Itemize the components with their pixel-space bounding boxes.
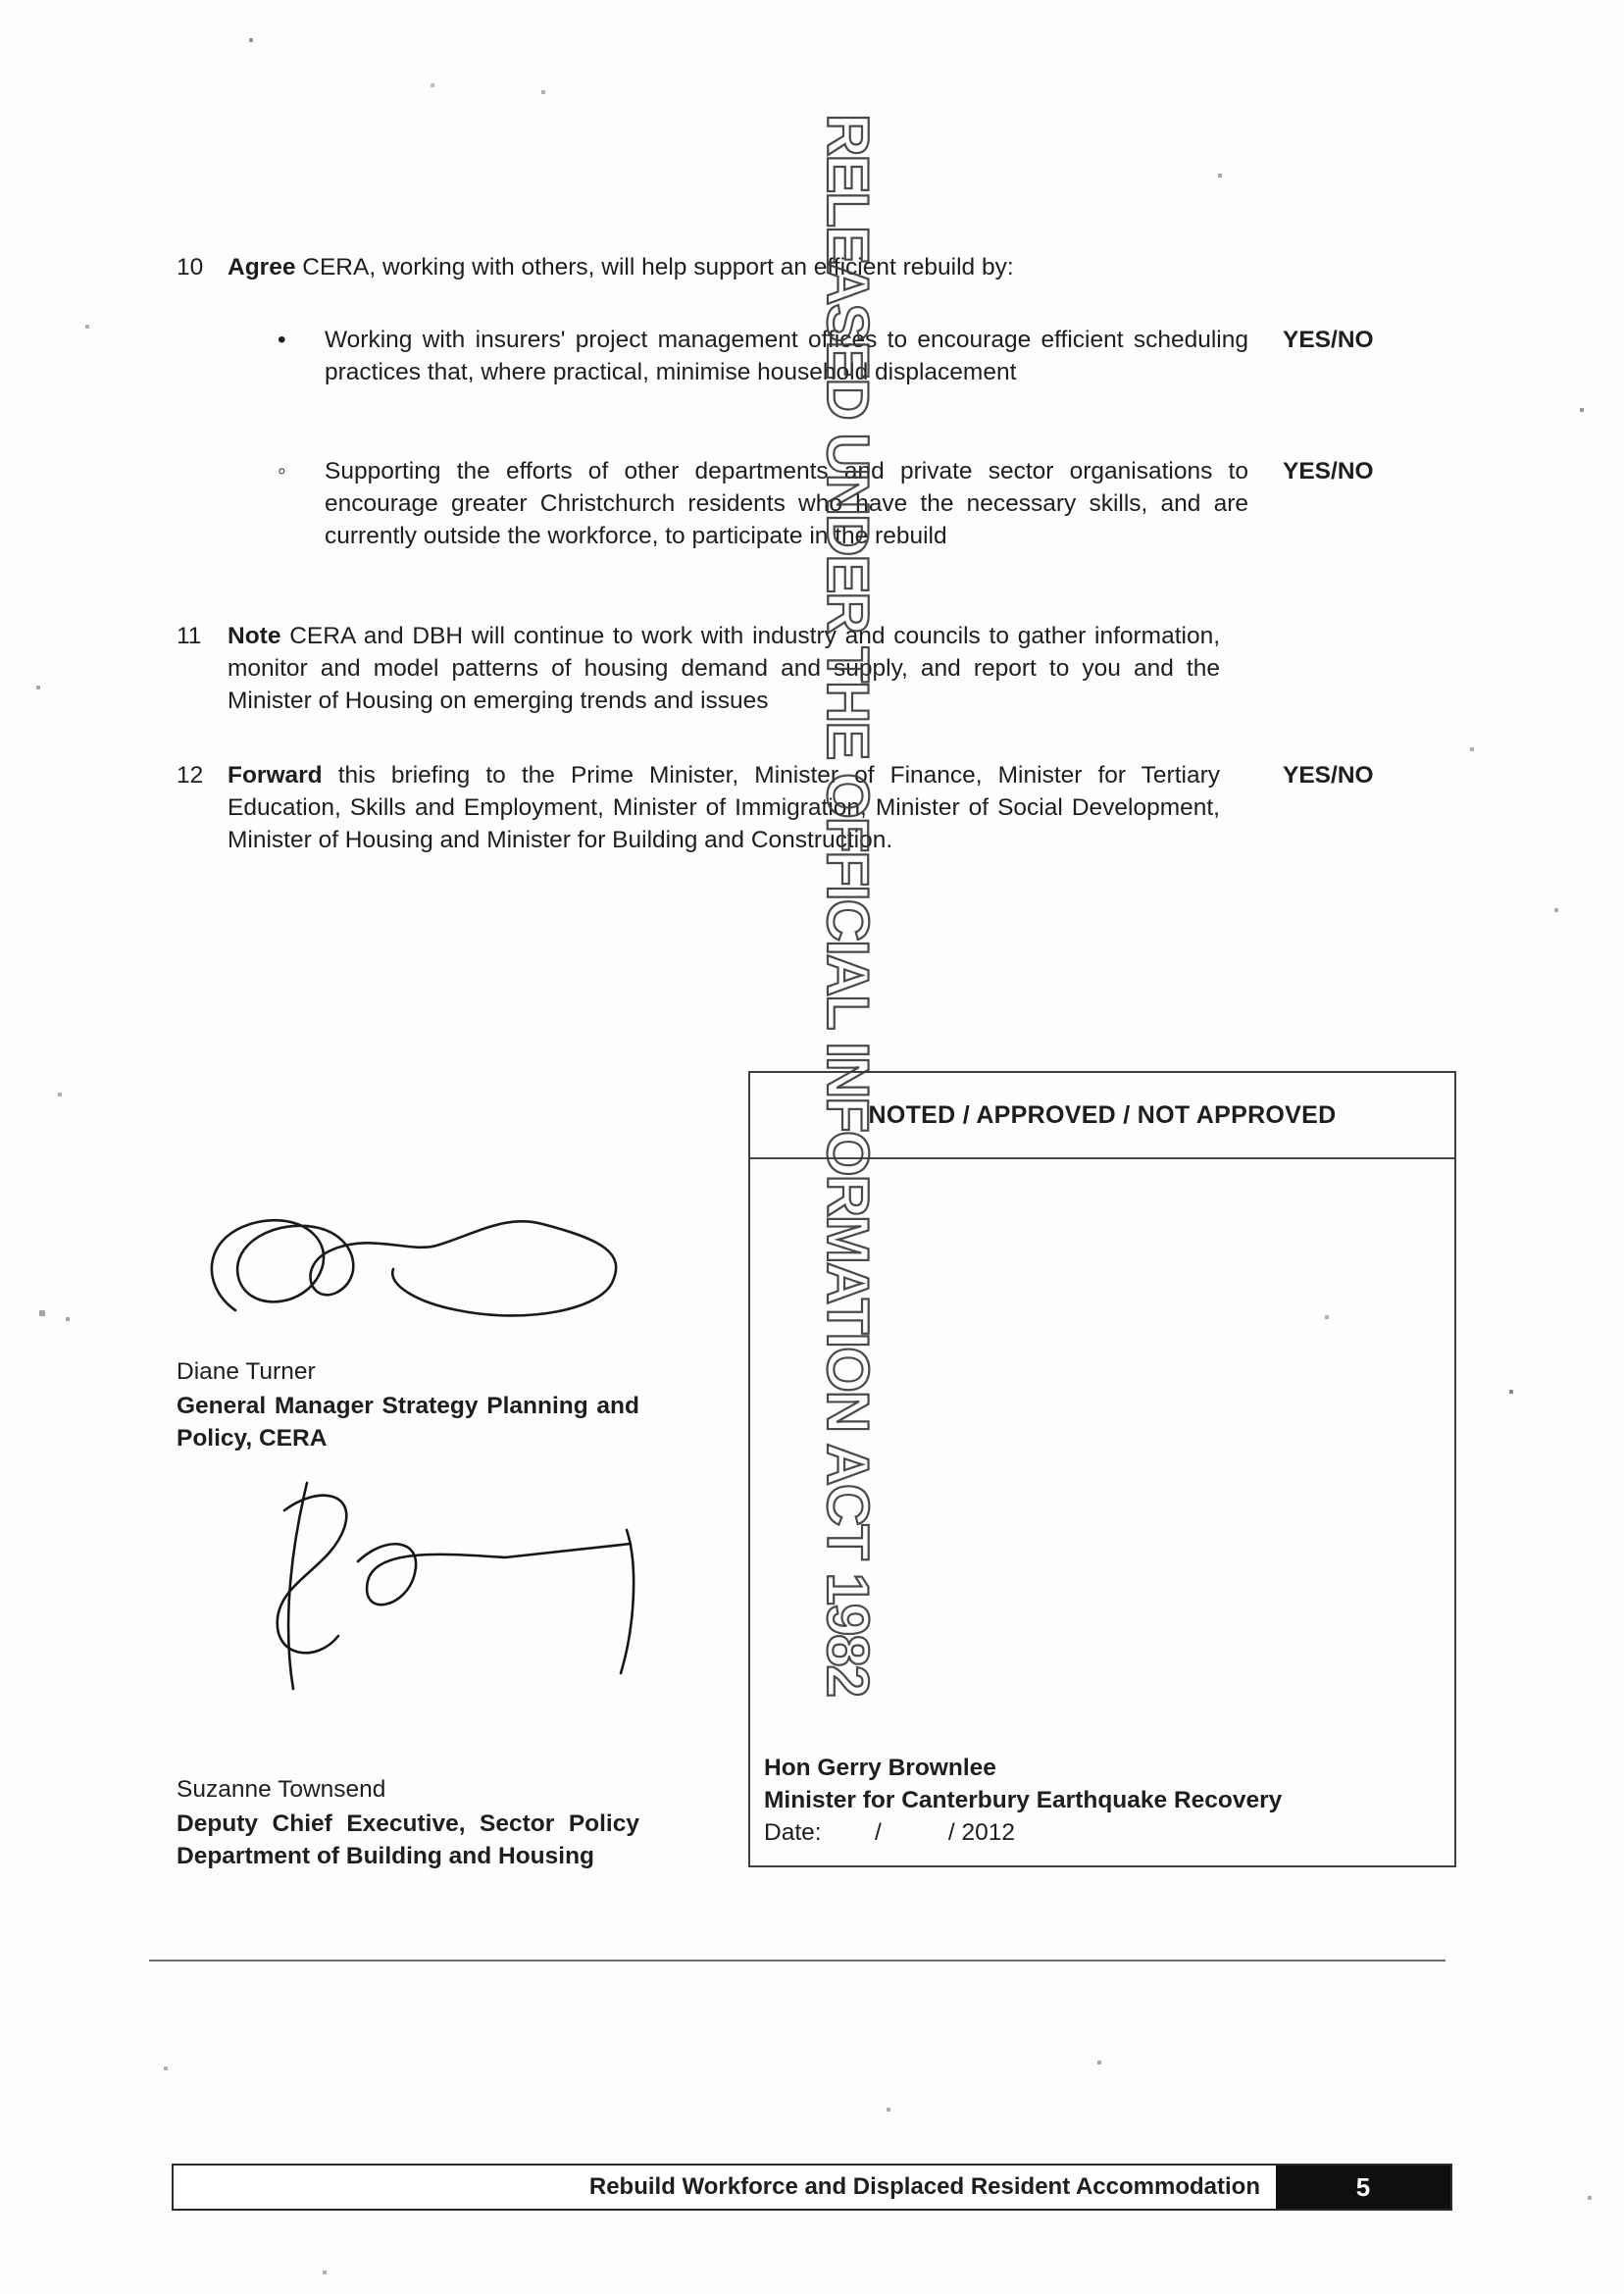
item-12-lead: this briefing to the Prime Minister, Minister of Finance, Minister for Tertiary Education, Skills and Employment, Minister of Immigration, Minister of Social Development, Minister of Housing and Minister for Building and Construction. [228, 762, 1221, 853]
item-10-action-word: Agree [228, 254, 296, 280]
signatory-name: Suzanne Townsend [177, 1776, 386, 1803]
minister-sign-block [764, 1752, 1282, 1849]
signature-diane-turner [181, 1195, 652, 1351]
signatory-title-line: General Manager Strategy Planning and [177, 1393, 639, 1419]
item-11 [175, 620, 1220, 717]
signatory-title-line: Policy, CERA [177, 1425, 328, 1452]
decision-yes-no-2: YES/NO [1283, 458, 1374, 484]
item-10 [175, 251, 1220, 283]
page-number: 5 [1276, 2166, 1450, 2209]
item-12-text [228, 759, 1220, 856]
signatory-suzanne-block [177, 1773, 639, 1872]
signatory-title-line: Deputy Chief Executive, Sector Policy [177, 1810, 639, 1837]
item-12-action-word: Forward [228, 762, 323, 789]
decision-yes-no-1: YES/NO [1283, 327, 1374, 353]
signature-suzanne-townsend [191, 1471, 682, 1707]
document-title: Rebuild Workforce and Displaced Resident Accommodation [588, 2173, 1260, 2200]
minister-name: Hon Gerry Brownlee [764, 1755, 996, 1781]
item-11-lead: CERA and DBH will continue to work with industry and councils to gather information, monitor and model patterns of housing demand and supply, and report to you and the Minister of Housing on emerging trends and issues [228, 623, 1220, 714]
item-10-number: 10 [177, 254, 204, 280]
item-10-bullet-1 [278, 324, 1248, 388]
item-12 [175, 759, 1220, 856]
item-12-number: 12 [177, 762, 204, 789]
approval-box [748, 1071, 1456, 1867]
item-10-bullet-2 [278, 455, 1248, 552]
item-10-lead: CERA, working with others, will help support an efficient rebuild by: [302, 254, 1014, 280]
approval-header: NOTED / APPROVED / NOT APPROVED [750, 1073, 1454, 1159]
signatory-title [177, 1808, 639, 1872]
date-line: Date: / / 2012 [764, 1819, 1016, 1846]
item-11-text [228, 620, 1220, 717]
decision-yes-no-3: YES/NO [1283, 762, 1374, 789]
item-11-number: 11 [177, 623, 202, 649]
bullet-icon: ◦ [278, 458, 286, 484]
horizontal-divider [149, 1960, 1446, 1962]
item-11-action-word: Note [228, 623, 281, 649]
scan-speckles [0, 0, 2, 2]
minister-title: Minister for Canterbury Earthquake Recovery [764, 1787, 1283, 1813]
signatory-diane-block [177, 1355, 639, 1454]
signatory-name: Diane Turner [177, 1358, 316, 1385]
bullet-icon: • [278, 327, 286, 353]
footer-bar [172, 2164, 1452, 2211]
item-10-text [228, 251, 1220, 283]
bullet-1-text: Working with insurers' project management offices to encourage efficient scheduling practices that, where practical, minimise household displacement [325, 327, 1248, 385]
bullet-2-text: Supporting the efforts of other departments and private sector organisations to encourage greater Christchurch residents who have the necessary skills, and are currently outside the workforce, to participate in the rebuild [325, 458, 1248, 549]
signatory-title [177, 1390, 639, 1454]
signatory-title-line: Department of Building and Housing [177, 1843, 595, 1869]
watermark-text: RELEASED UNDER THE OFFICIAL INFORMATION ACT 1982 [815, 114, 881, 1697]
